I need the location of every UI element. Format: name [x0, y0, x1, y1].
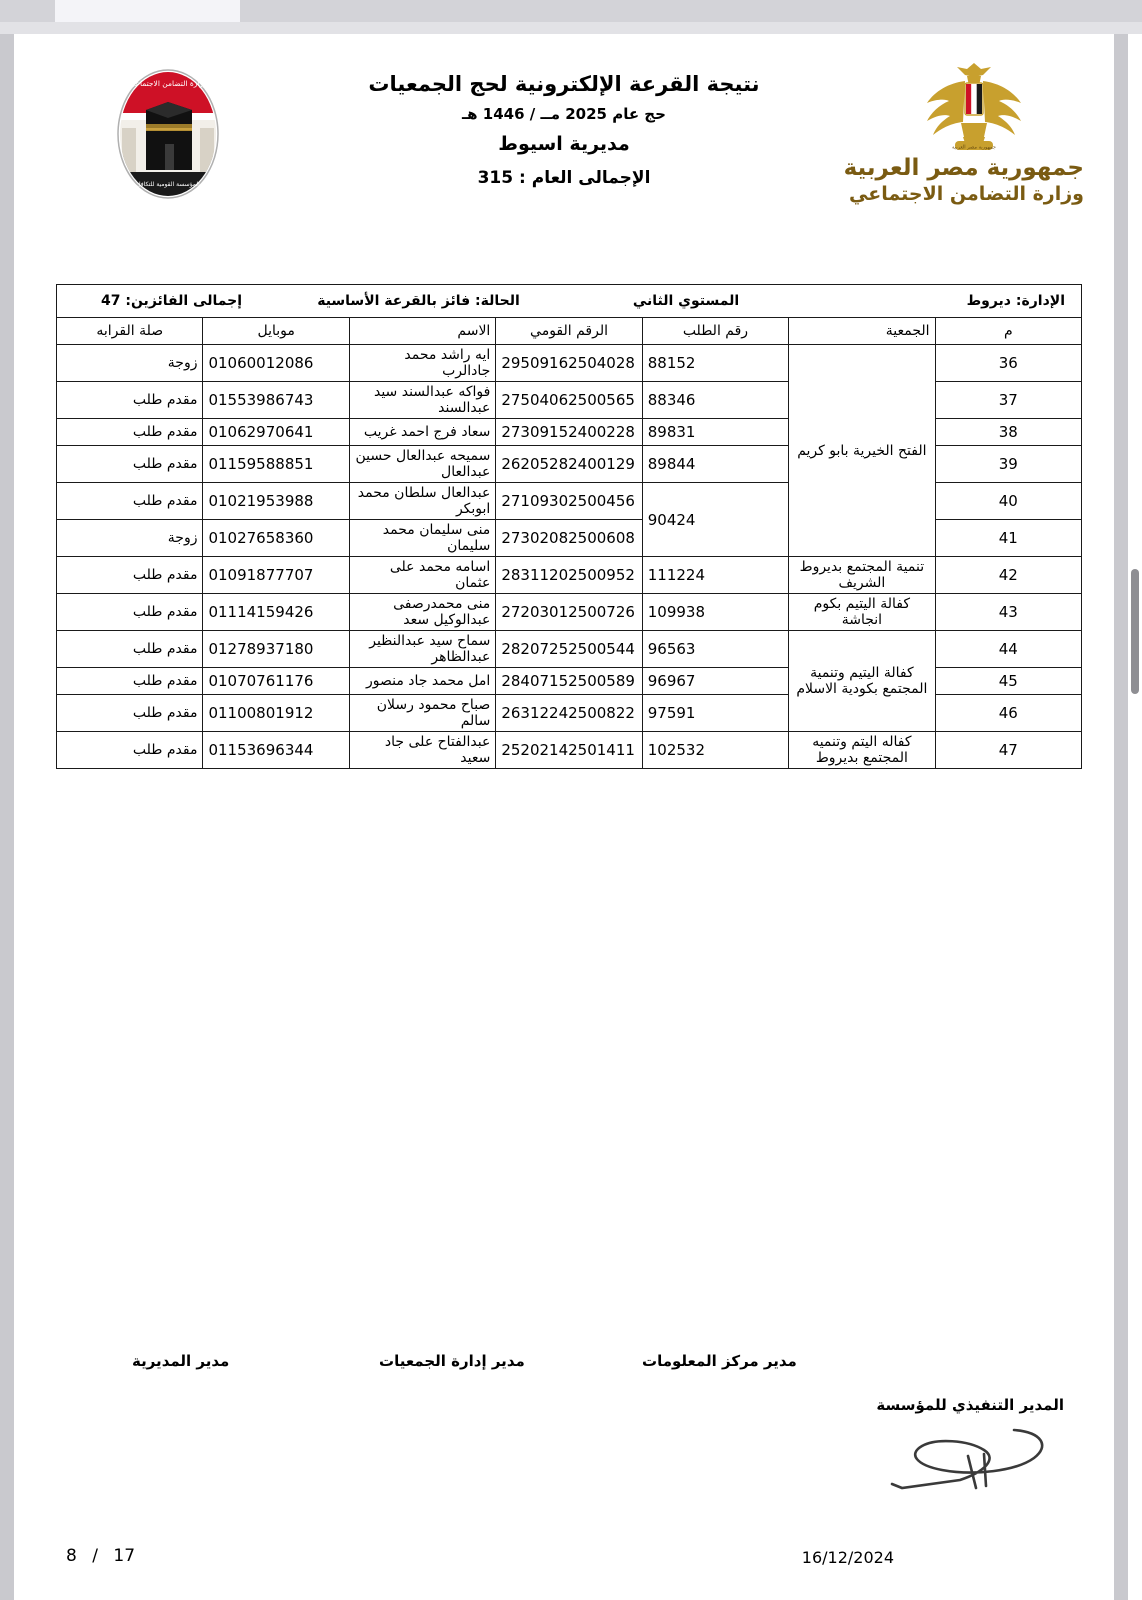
cell-national_id: 27504062500565: [496, 382, 642, 419]
vertical-scrollbar-thumb[interactable]: [1131, 569, 1139, 694]
ministry-name-label: وزارة التضامن الاجتماعي: [849, 183, 1084, 206]
document-page: [14, 34, 1114, 1600]
cell-relation: مقدم طلب: [57, 732, 203, 769]
executive-director-label: المدير التنفيذي للمؤسسة: [876, 1396, 1064, 1414]
cell-request_no: 89844: [642, 446, 788, 483]
cell-request_no: 111224: [642, 557, 788, 594]
cell-index: 40: [935, 483, 1081, 520]
cell-association: كفاله اليتم وتنميه المجتمع بديروط: [789, 732, 935, 769]
cell-mobile: 01153696344: [203, 732, 349, 769]
table-row: [57, 594, 1082, 631]
cell-index: 37: [935, 382, 1081, 419]
page-current: 8: [66, 1546, 77, 1566]
cell-relation: مقدم طلب: [57, 668, 203, 695]
cell-national_id: 28407152500589: [496, 668, 642, 695]
cell-national_id: 25202142501411: [496, 732, 642, 769]
col-header-national-id: الرقم القومي: [496, 318, 642, 345]
cell-relation: مقدم طلب: [57, 557, 203, 594]
page-number: [66, 1546, 135, 1566]
cell-name: عبدالفتاح على جاد سعيد: [349, 732, 495, 769]
banner-admin: الإدارة: ديروط: [966, 293, 1065, 309]
cell-name: سميحه عبدالعال حسين عبدالعال: [349, 446, 495, 483]
table-banner-row: [57, 285, 1082, 318]
svg-text:وزارة التضامن الاجتماعي: وزارة التضامن الاجتماعي: [129, 79, 207, 88]
hajj-year-subtitle: حج عام 2025 مــ / 1446 هـ: [462, 105, 666, 123]
cell-request_no: 109938: [642, 594, 788, 631]
eagle-of-saladin-icon: [864, 58, 1084, 156]
cell-index: 45: [935, 668, 1081, 695]
banner-level: المستوي الثاني: [632, 293, 740, 309]
cell-national_id: 27203012500726: [496, 594, 642, 631]
vertical-scrollbar-track[interactable]: [1128, 34, 1142, 1600]
cell-mobile: 01553986743: [203, 382, 349, 419]
table-row: [57, 631, 1082, 668]
cell-national_id: 28207252500544: [496, 631, 642, 668]
cell-name: سعاد فرج احمد غريب: [349, 419, 495, 446]
cell-mobile: 01114159426: [203, 594, 349, 631]
cell-request_no: 90424: [642, 483, 788, 557]
table-row: [57, 557, 1082, 594]
cell-relation: مقدم طلب: [57, 594, 203, 631]
cell-name: ايه راشد محمد جادالرب: [349, 345, 495, 382]
browser-toolbar-strip: [0, 22, 1142, 34]
page-total: 17: [113, 1546, 136, 1566]
egypt-government-logo: [843, 58, 1084, 228]
cell-relation: مقدم طلب: [57, 419, 203, 446]
cell-index: 46: [935, 695, 1081, 732]
cell-name: منى سليمان محمد سليمان: [349, 520, 495, 557]
cell-national_id: 27309152400228: [496, 419, 642, 446]
footer-date: 16/12/2024: [801, 1548, 894, 1567]
cell-index: 42: [935, 557, 1081, 594]
col-header-relation: صلة القرابه: [57, 318, 203, 345]
col-header-mobile: موبايل: [203, 318, 349, 345]
document-header: [14, 58, 1114, 258]
signature-label-0: مدير المديرية: [132, 1352, 230, 1370]
cell-index: 47: [935, 732, 1081, 769]
cell-request_no: 88346: [642, 382, 788, 419]
cell-mobile: 01060012086: [203, 345, 349, 382]
cell-national_id: 27302082500608: [496, 520, 642, 557]
cell-name: سماح سيد عبدالنظير عبدالظاهر: [349, 631, 495, 668]
cell-request_no: 88152: [642, 345, 788, 382]
cell-mobile: 01091877707: [203, 557, 349, 594]
cell-index: 41: [935, 520, 1081, 557]
col-header-request-no: رقم الطلب: [642, 318, 788, 345]
cell-relation: مقدم طلب: [57, 446, 203, 483]
table-header-row: [57, 318, 1082, 345]
results-table-container: [56, 284, 1082, 769]
cell-relation: مقدم طلب: [57, 695, 203, 732]
cell-request_no: 97591: [642, 695, 788, 732]
signature-label-2: مدير مركز المعلومات: [642, 1352, 797, 1370]
signature-label-1: مدير إدارة الجمعيات: [379, 1352, 525, 1370]
col-header-index: م: [935, 318, 1081, 345]
page-separator: /: [92, 1546, 98, 1566]
browser-chrome-strip: [0, 0, 1142, 34]
cell-association: كفالة اليتيم وتنمية المجتمع بكودية الاسلام: [789, 631, 935, 732]
banner-winners-total: إجمالى الفائزين: 47: [101, 293, 242, 309]
handwritten-signature: [854, 1418, 1064, 1504]
cell-relation: مقدم طلب: [57, 483, 203, 520]
cell-mobile: 01021953988: [203, 483, 349, 520]
cell-national_id: 26312242500822: [496, 695, 642, 732]
page-title: نتيجة القرعة الإلكترونية لحج الجمعيات: [368, 72, 760, 96]
cell-name: صباح محمود رسلان سالم: [349, 695, 495, 732]
cell-relation: مقدم طلب: [57, 382, 203, 419]
cell-request_no: 102532: [642, 732, 788, 769]
cell-request_no: 96563: [642, 631, 788, 668]
cell-mobile: 01062970641: [203, 419, 349, 446]
republic-name-label: جمهورية مصر العربية: [843, 155, 1084, 181]
cell-national_id: 27109302500456: [496, 483, 642, 520]
cell-relation: مقدم طلب: [57, 631, 203, 668]
cell-national_id: 28311202500952: [496, 557, 642, 594]
cell-index: 38: [935, 419, 1081, 446]
banner-status: الحالة: فائز بالقرعة الأساسية: [317, 293, 520, 309]
directorate-name: مديرية اسيوط: [498, 133, 630, 155]
svg-text:جمهورية مصر العربية: جمهورية مصر العربية: [952, 144, 996, 151]
table-banner-cell: [57, 285, 1082, 318]
cell-association: كفالة اليتيم بكوم انجاشة: [789, 594, 935, 631]
cell-index: 44: [935, 631, 1081, 668]
cell-association: تنمية المجتمع بديروط الشريف: [789, 557, 935, 594]
cell-mobile: 01070761176: [203, 668, 349, 695]
cell-mobile: 01159588851: [203, 446, 349, 483]
cell-national_id: 29509162504028: [496, 345, 642, 382]
cell-index: 36: [935, 345, 1081, 382]
cell-name: امل محمد جاد منصور: [349, 668, 495, 695]
cell-national_id: 26205282400129: [496, 446, 642, 483]
table-body: [57, 345, 1082, 769]
cell-association: الفتح الخيرية بابو كريم: [789, 345, 935, 557]
cell-name: منى محمدرصفى عبدالوكيل سعد: [349, 594, 495, 631]
cell-name: اسامه محمد على عثمان: [349, 557, 495, 594]
col-header-name: الاسم: [349, 318, 495, 345]
cell-request_no: 89831: [642, 419, 788, 446]
cell-request_no: 96967: [642, 668, 788, 695]
cell-mobile: 01100801912: [203, 695, 349, 732]
executive-signature-block: [854, 1396, 1064, 1504]
col-header-association: الجمعية: [789, 318, 935, 345]
svg-text:المؤسسة القومية للتكافل: المؤسسة القومية للتكافل: [136, 181, 200, 188]
signature-labels-row: [14, 1352, 1114, 1392]
lottery-results-table: [56, 284, 1082, 769]
cell-name: فواكه عبدالسند سيد عبدالسند: [349, 382, 495, 419]
cell-mobile: 01027658360: [203, 520, 349, 557]
cell-relation: زوجة: [57, 345, 203, 382]
table-row: [57, 345, 1082, 382]
cell-name: عبدالعال سلطان محمد ابوبكر: [349, 483, 495, 520]
cell-relation: زوجة: [57, 520, 203, 557]
table-row: [57, 732, 1082, 769]
cell-index: 39: [935, 446, 1081, 483]
cell-index: 43: [935, 594, 1081, 631]
page-footer: [14, 1546, 1114, 1570]
cell-mobile: 01278937180: [203, 631, 349, 668]
grand-total-label: الإجمالى العام : 315: [477, 168, 651, 188]
